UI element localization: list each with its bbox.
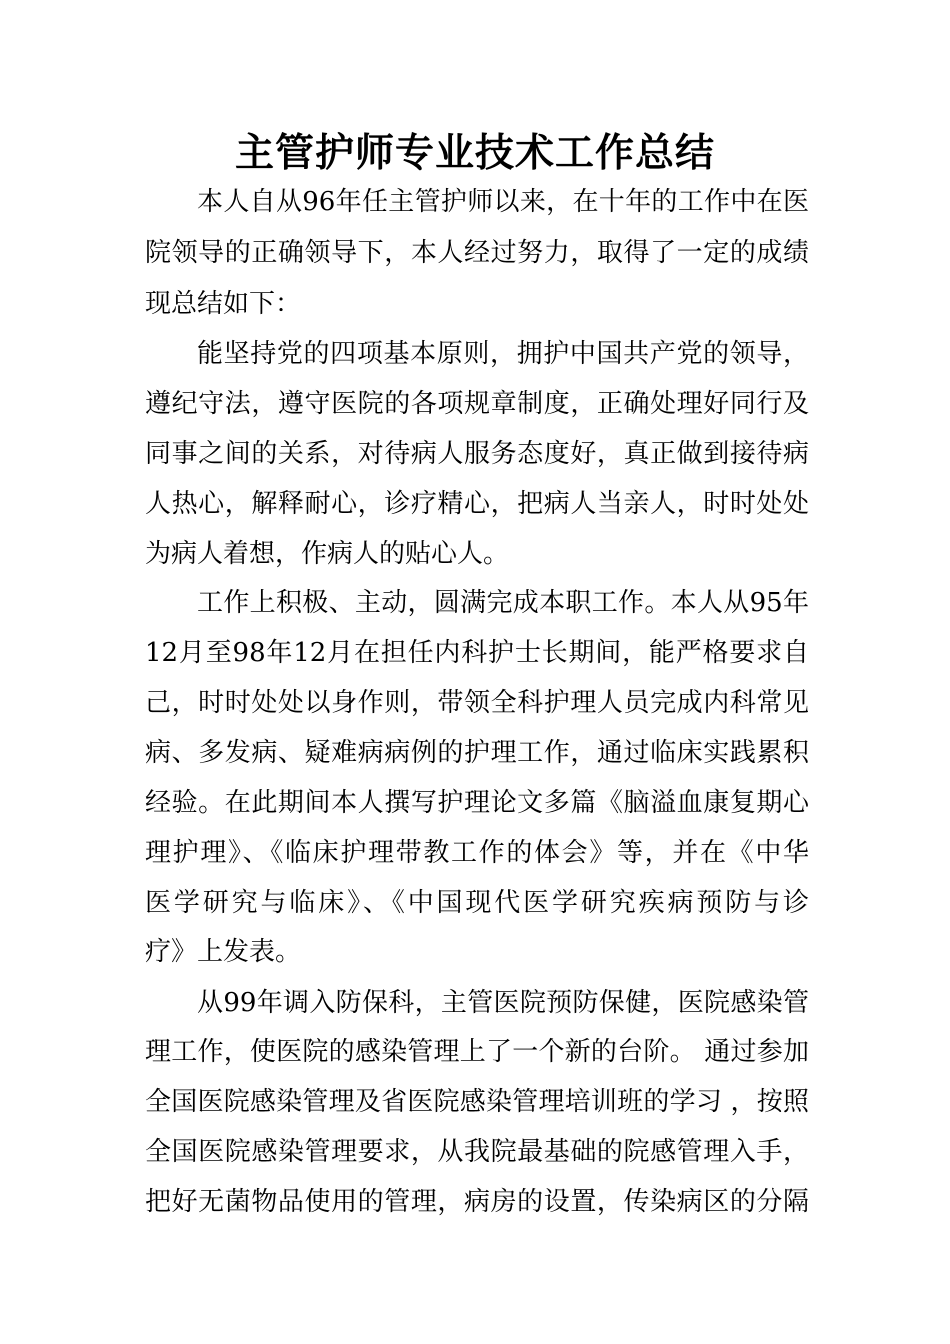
text-line: 病、多发病、疑难病病例的护理工作，通过临床实践累积 [145,738,809,768]
text-line: 理工作，使医院的感染管理上了一个新的台阶。 通过参加 [145,1037,809,1067]
text-line: 从99年调入防保科，主管医院预防保健，医院感染管 [197,988,809,1018]
text-line: 全国医院感染管理要求，从我院最基础的院感管理入手， [145,1137,809,1167]
text-line: 能坚持党的四项基本原则，拥护中国共产党的领导， [197,339,809,369]
text-line: 本人自从96年任主管护师以来，在十年的工作中在医 [197,187,809,217]
document-title: 主管护师专业技术工作总结 [234,130,715,176]
text-line: 遵纪守法，遵守医院的各项规章制度，正确处理好同行及 [145,389,809,419]
text-line: 经验。在此期间本人撰写护理论文多篇《脑溢血康复期心 [145,788,809,818]
text-line: 人热心，解释耐心，诊疗精心，把病人当亲人，时时处处 [145,489,809,519]
text-line: 全国医院感染管理及省医院感染管理培训班的学习 ，按照 [145,1087,809,1117]
text-line: 疗》上发表。 [145,937,302,967]
text-line: 把好无菌物品使用的管理，病房的设置，传染病区的分隔 [145,1187,809,1217]
text-line: 己，时时处处以身作则，带领全科护理人员完成内科常见 [145,688,809,718]
text-line: 院领导的正确领导下，本人经过努力，取得了一定的成绩 [145,238,809,268]
text-line: 工作上积极、主动，圆满完成本职工作。本人从95年 [197,588,809,618]
text-line: 理护理》、《临床护理带教工作的体会》等，并在《中华 [145,838,809,868]
text-line: 为病人着想，作病人的贴心人。 [145,539,510,569]
text-line: 12月至98年12月在担任内科护士长期间，能严格要求自 [145,638,809,668]
text-line: 现总结如下： [145,289,302,319]
text-line: 医学研究与临床》、《中国现代医学研究疾病预防与诊 [145,888,809,918]
text-line: 同事之间的关系，对待病人服务态度好，真正做到接待病 [145,439,809,469]
